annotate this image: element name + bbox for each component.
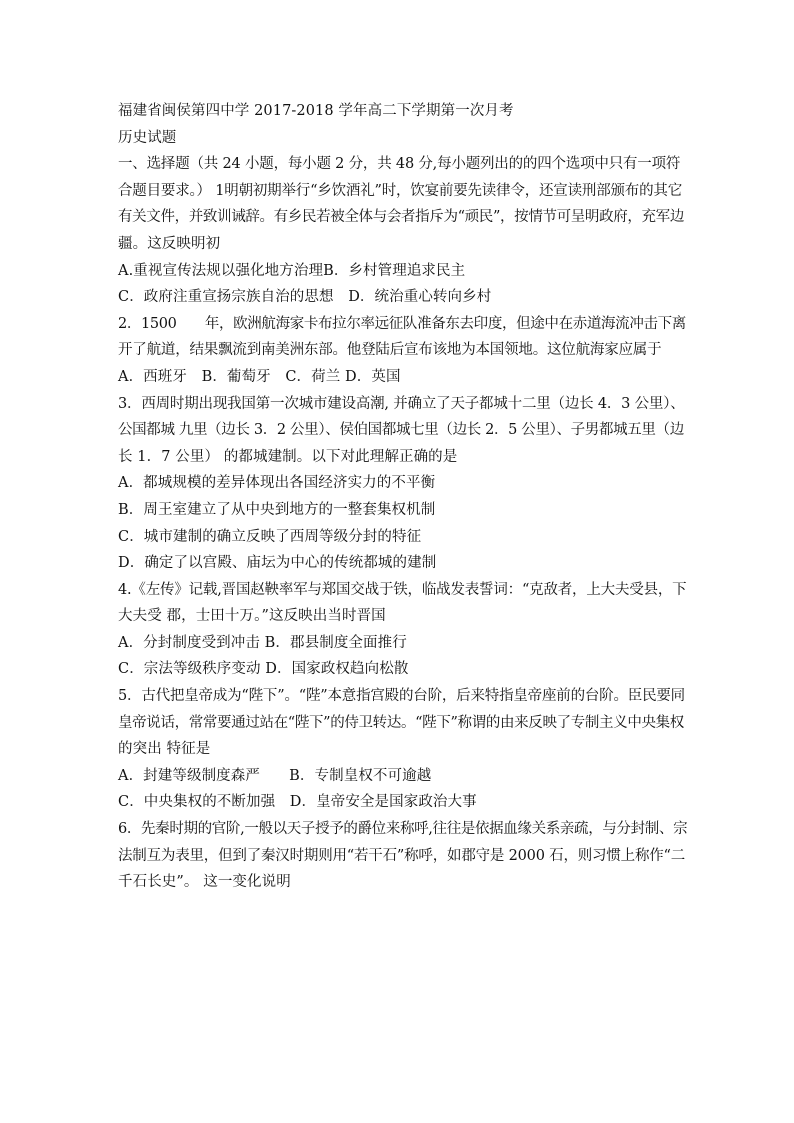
section-instructions: 一、选择题（共 24 小题，每小题 2 分，共 48 分,每小题列出的的四个选项中只有一项符 (118, 156, 681, 173)
question-5-text: 5．古代把皇帝成为“陛下”。“陛”本意指宫殿的台阶，后来特指皇帝座前的台阶。臣民要同 (118, 688, 685, 705)
subject-title: 历史试题 (118, 129, 177, 146)
question-5-options: C．中央集权的不断加强 D．皇帝安全是国家政治大事 (118, 794, 477, 811)
question-2-text: 开了航道，结果飘流到南美洲东部。他登陆后宣布该地为本国领地。这位航海家应属于 (118, 342, 662, 359)
question-3-text: 长 1．7 公里） 的都城建制。以下对此理解正确的是 (118, 448, 458, 465)
question-3-option-b: B．周王室建立了从中央到地方的一整套集权机制 (118, 501, 436, 518)
question-5-text: 皇帝说话，常常要通过站在“陛下”的侍卫转达。“陛下”称谓的由来反映了专制主义中央集权 (118, 714, 684, 731)
question-4-options: C．宗法等级秩序变动 D．国家政权趋向松散 (118, 661, 409, 678)
question-2-text: 2．1500 年，欧洲航海家卡布拉尔率远征队准备东去印度，但途中在赤道海流冲击下离 (118, 315, 686, 332)
question-5-options: A．封建等级制度森严 B．专制皇权不可逾越 (118, 767, 432, 784)
question-3-option-c: C．城市建制的确立反映了西周等级分封的特征 (118, 528, 422, 545)
exam-page (118, 98, 688, 896)
question-4-options: A．分封制度受到冲击 B．郡县制度全面推行 (118, 634, 407, 651)
question-2-options: A．西班牙 B．葡萄牙 C．荷兰 D．英国 (118, 368, 401, 385)
question-6-text: 法制互为表里，但到了秦汉时期则用“若干石”称呼，如郡守是 2000 石，则习惯上称作“二 (118, 847, 686, 864)
question-1-options: A.重视宣传法规以强化地方治理B．乡村管理追求民主 (118, 262, 466, 279)
question-5-text: 的突出 特征是 (118, 741, 211, 758)
exam-header: 福建省闽侯第四中学 2017-2018 学年高二下学期第一次月考 (118, 103, 514, 119)
question-3-option-d: D．确定了以宫殿、庙坛为中心的传统都城的建制 (118, 555, 437, 572)
question-1-options: C．政府注重宣扬宗族自治的思想 D．统治重心转向乡村 (118, 289, 492, 306)
question-6-text: 千石长史”。 这一变化说明 (118, 874, 291, 891)
question-4-text: 4.《左传》记载,晋国赵鞅率军与郑国交战于铁，临战发表誓词：“克敌者，上大夫受县，下 (118, 581, 687, 598)
question-3-text: 3．西周时期出现我国第一次城市建设高潮, 并确立了天子都城十二里（边长 4．3 公里）、 (118, 395, 685, 412)
question-3-option-a: A．都城规模的差异体现出各国经济实力的不平衡 (118, 475, 436, 492)
question-3-text: 公国都城 九里（边长 3．2 公里）、侯伯国都城七里（边长 2．5 公里）、子男都城五里（边 (118, 422, 684, 439)
question-1-text: 合题目要求。） 1明朝初期举行“乡饮酒礼”时，饮宴前要先读律令，还宣读刑部颁布的其它 (118, 182, 683, 199)
question-4-text: 大夫受 郡，士田十万。”这反映出当时晋国 (118, 608, 386, 625)
question-6-text: 6．先秦时期的官阶,一般以天子授予的爵位来称呼,往往是依据血缘关系亲疏，与分封制、宗 (118, 821, 688, 838)
question-1-text: 有关文件，并致训诫辞。有乡民若被全体与会者指斥为“顽民”，按情节可呈明政府，充军边 (118, 209, 684, 226)
question-1-text: 疆。这反映明初 (118, 235, 221, 252)
